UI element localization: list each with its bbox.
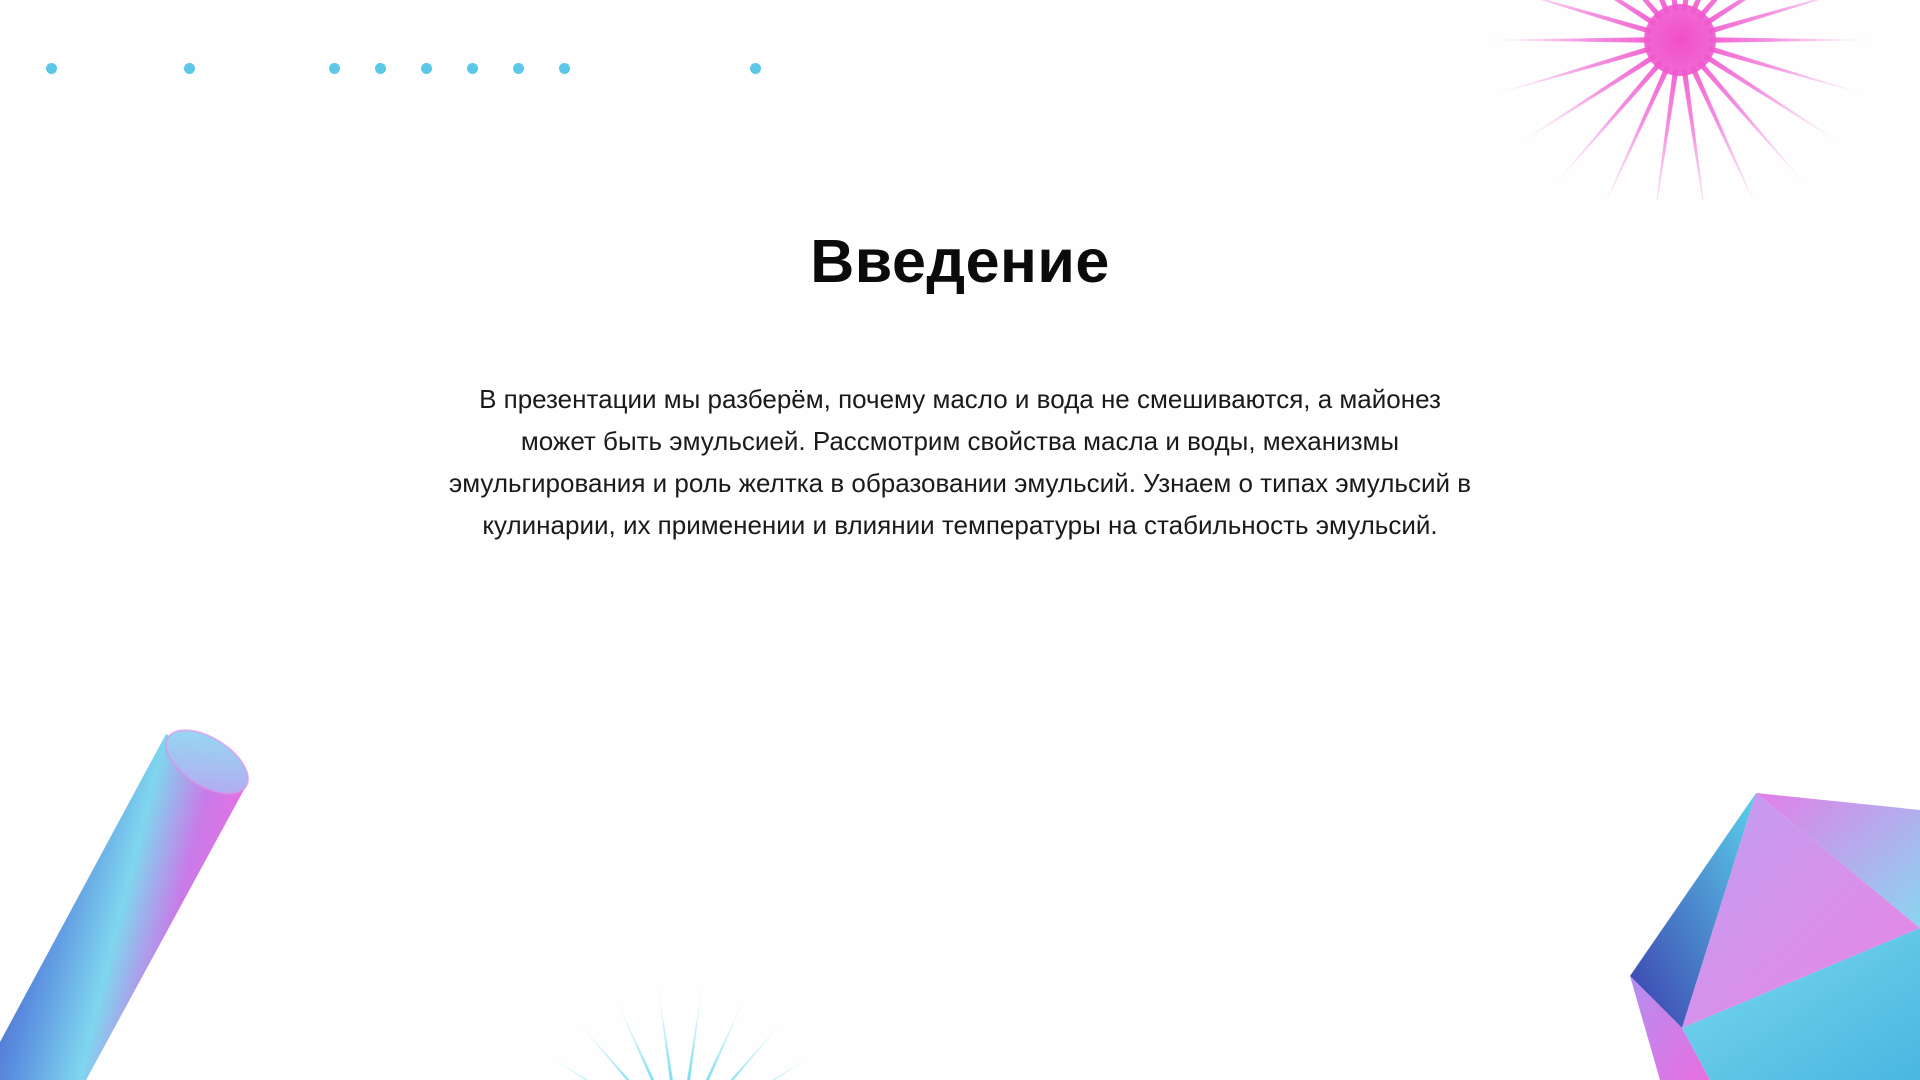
burst-ray — [699, 1053, 815, 1080]
burst-ray — [1488, 46, 1652, 97]
dot-icon — [329, 63, 340, 74]
dot-icon — [559, 63, 570, 74]
burst-ray — [1710, 37, 1880, 42]
cyan-burst-icon — [500, 920, 860, 1080]
slide-body-text: В презентации мы разберём, почему масло и вода не смешиваются, а майонез может быть эмульсией. Рассмотрим свойства масла и воды, механизмы эмульгирования и роль желтка в образовании эмульсий. Узнаем о типах эмульсий в кулинарии, их применении и влиянии температуры на стабильность эмульсий. — [448, 384, 1472, 540]
burst-ray — [1698, 61, 1811, 191]
burst-core — [1644, 4, 1716, 76]
dot-icon — [467, 63, 478, 74]
burst-ray — [688, 994, 746, 1080]
burst-ray — [694, 1019, 785, 1080]
dot-icon — [375, 63, 386, 74]
burst-ray — [681, 982, 703, 1080]
burst-ray — [545, 1053, 661, 1080]
slide-title: Введение — [810, 227, 1110, 295]
burst-ray — [1549, 61, 1662, 191]
dot-icon — [421, 63, 432, 74]
dot-icon — [513, 63, 524, 74]
burst-ray — [575, 1019, 666, 1080]
dot-icon — [750, 63, 761, 74]
dot-row — [0, 0, 800, 140]
gradient-cylinder-icon — [0, 720, 270, 1080]
pink-burst-icon — [1470, 0, 1890, 200]
burst-ray — [657, 982, 679, 1080]
dot-icon — [184, 63, 195, 74]
burst-ray — [614, 994, 672, 1080]
burst-ray — [1480, 37, 1650, 42]
burst-ray — [1708, 46, 1872, 97]
dot-icon — [46, 63, 57, 74]
gradient-crystal-icon — [1600, 780, 1920, 1080]
